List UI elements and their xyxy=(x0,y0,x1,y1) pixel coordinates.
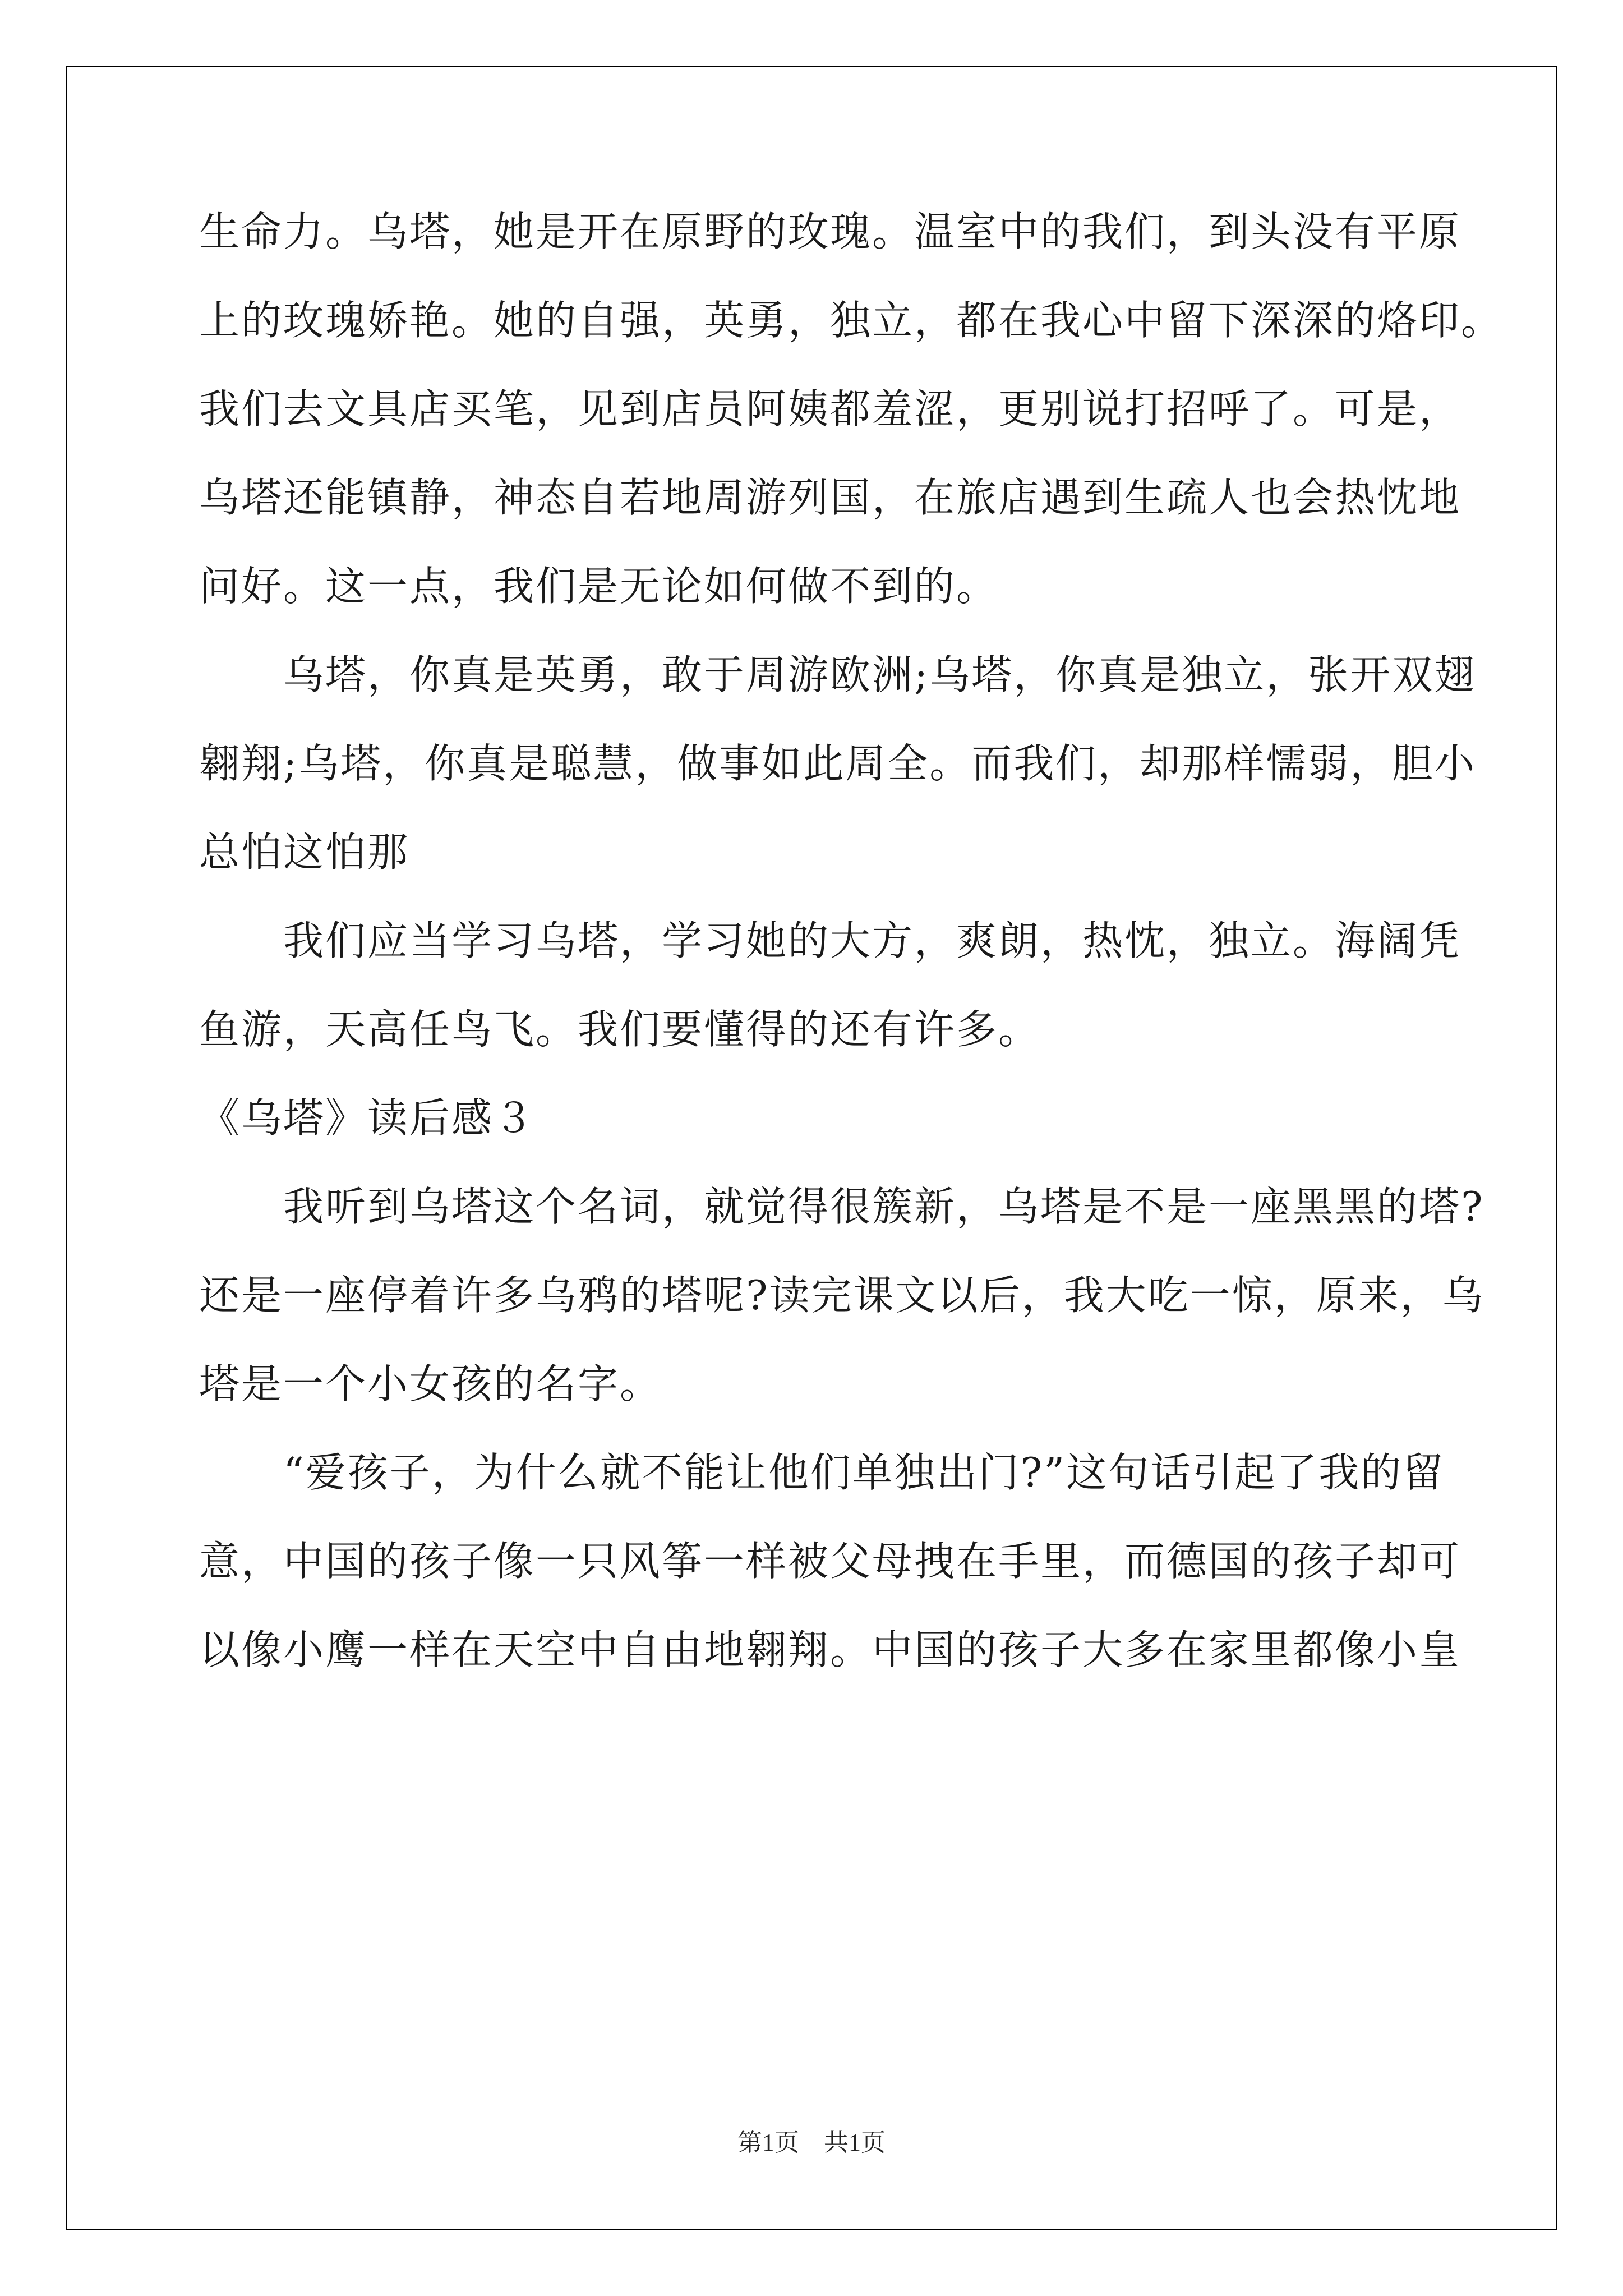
text-line: 以像小鹰一样在天空中自由地翱翔。中国的孩子大多在家里都像小皇 xyxy=(199,1626,1461,1673)
text-line: 意，中国的孩子像一只风筝一样被父母拽在手里，而德国的孩子却可 xyxy=(199,1538,1461,1585)
text-line: 还是一座停着许多乌鸦的塔呢?读完课文以后，我大吃一惊，原来，乌 xyxy=(199,1272,1484,1319)
paragraph-start-line: “爱孩子，为什么就不能让他们单独出门?”这句话引起了我的留 xyxy=(283,1449,1445,1496)
text-line: 塔是一个小女孩的名字。 xyxy=(199,1360,662,1407)
paragraph-start-line: 乌塔，你真是英勇，敢于周游欧洲;乌塔，你真是独立，张开双翅 xyxy=(283,651,1477,698)
text-line: 问好。这一点，我们是无论如何做不到的。 xyxy=(199,563,999,610)
text-line: 总怕这怕那 xyxy=(199,829,410,876)
text-line: 上的玫瑰娇艳。她的自强，英勇，独立，都在我心中留下深深的烙印。 xyxy=(199,297,1504,344)
paragraph-start-line: 我听到乌塔这个名词，就觉得很簇新，乌塔是不是一座黑黑的塔? xyxy=(283,1183,1484,1230)
section-heading: 《乌塔》读后感３ xyxy=(199,1094,536,1142)
text-line: 生命力。乌塔，她是开在原野的玫瑰。温室中的我们，到头没有平原 xyxy=(199,208,1461,255)
text-line: 鱼游，天高任鸟飞。我们要懂得的还有许多。 xyxy=(199,1006,1041,1053)
paragraph-start-line: 我们应当学习乌塔，学习她的大方，爽朗，热忱，独立。海阔凭 xyxy=(283,917,1461,964)
text-line: 乌塔还能镇静，神态自若地周游列国，在旅店遇到生疏人也会热忱地 xyxy=(199,474,1461,521)
text-line: 我们去文具店买笔，见到店员阿姨都羞涩，更别说打招呼了。可是， xyxy=(199,385,1461,432)
text-line: 翱翔;乌塔，你真是聪慧，做事如此周全。而我们，却那样懦弱，胆小 xyxy=(199,740,1477,787)
page-footer: 第1页 共1页 xyxy=(737,2129,886,2156)
